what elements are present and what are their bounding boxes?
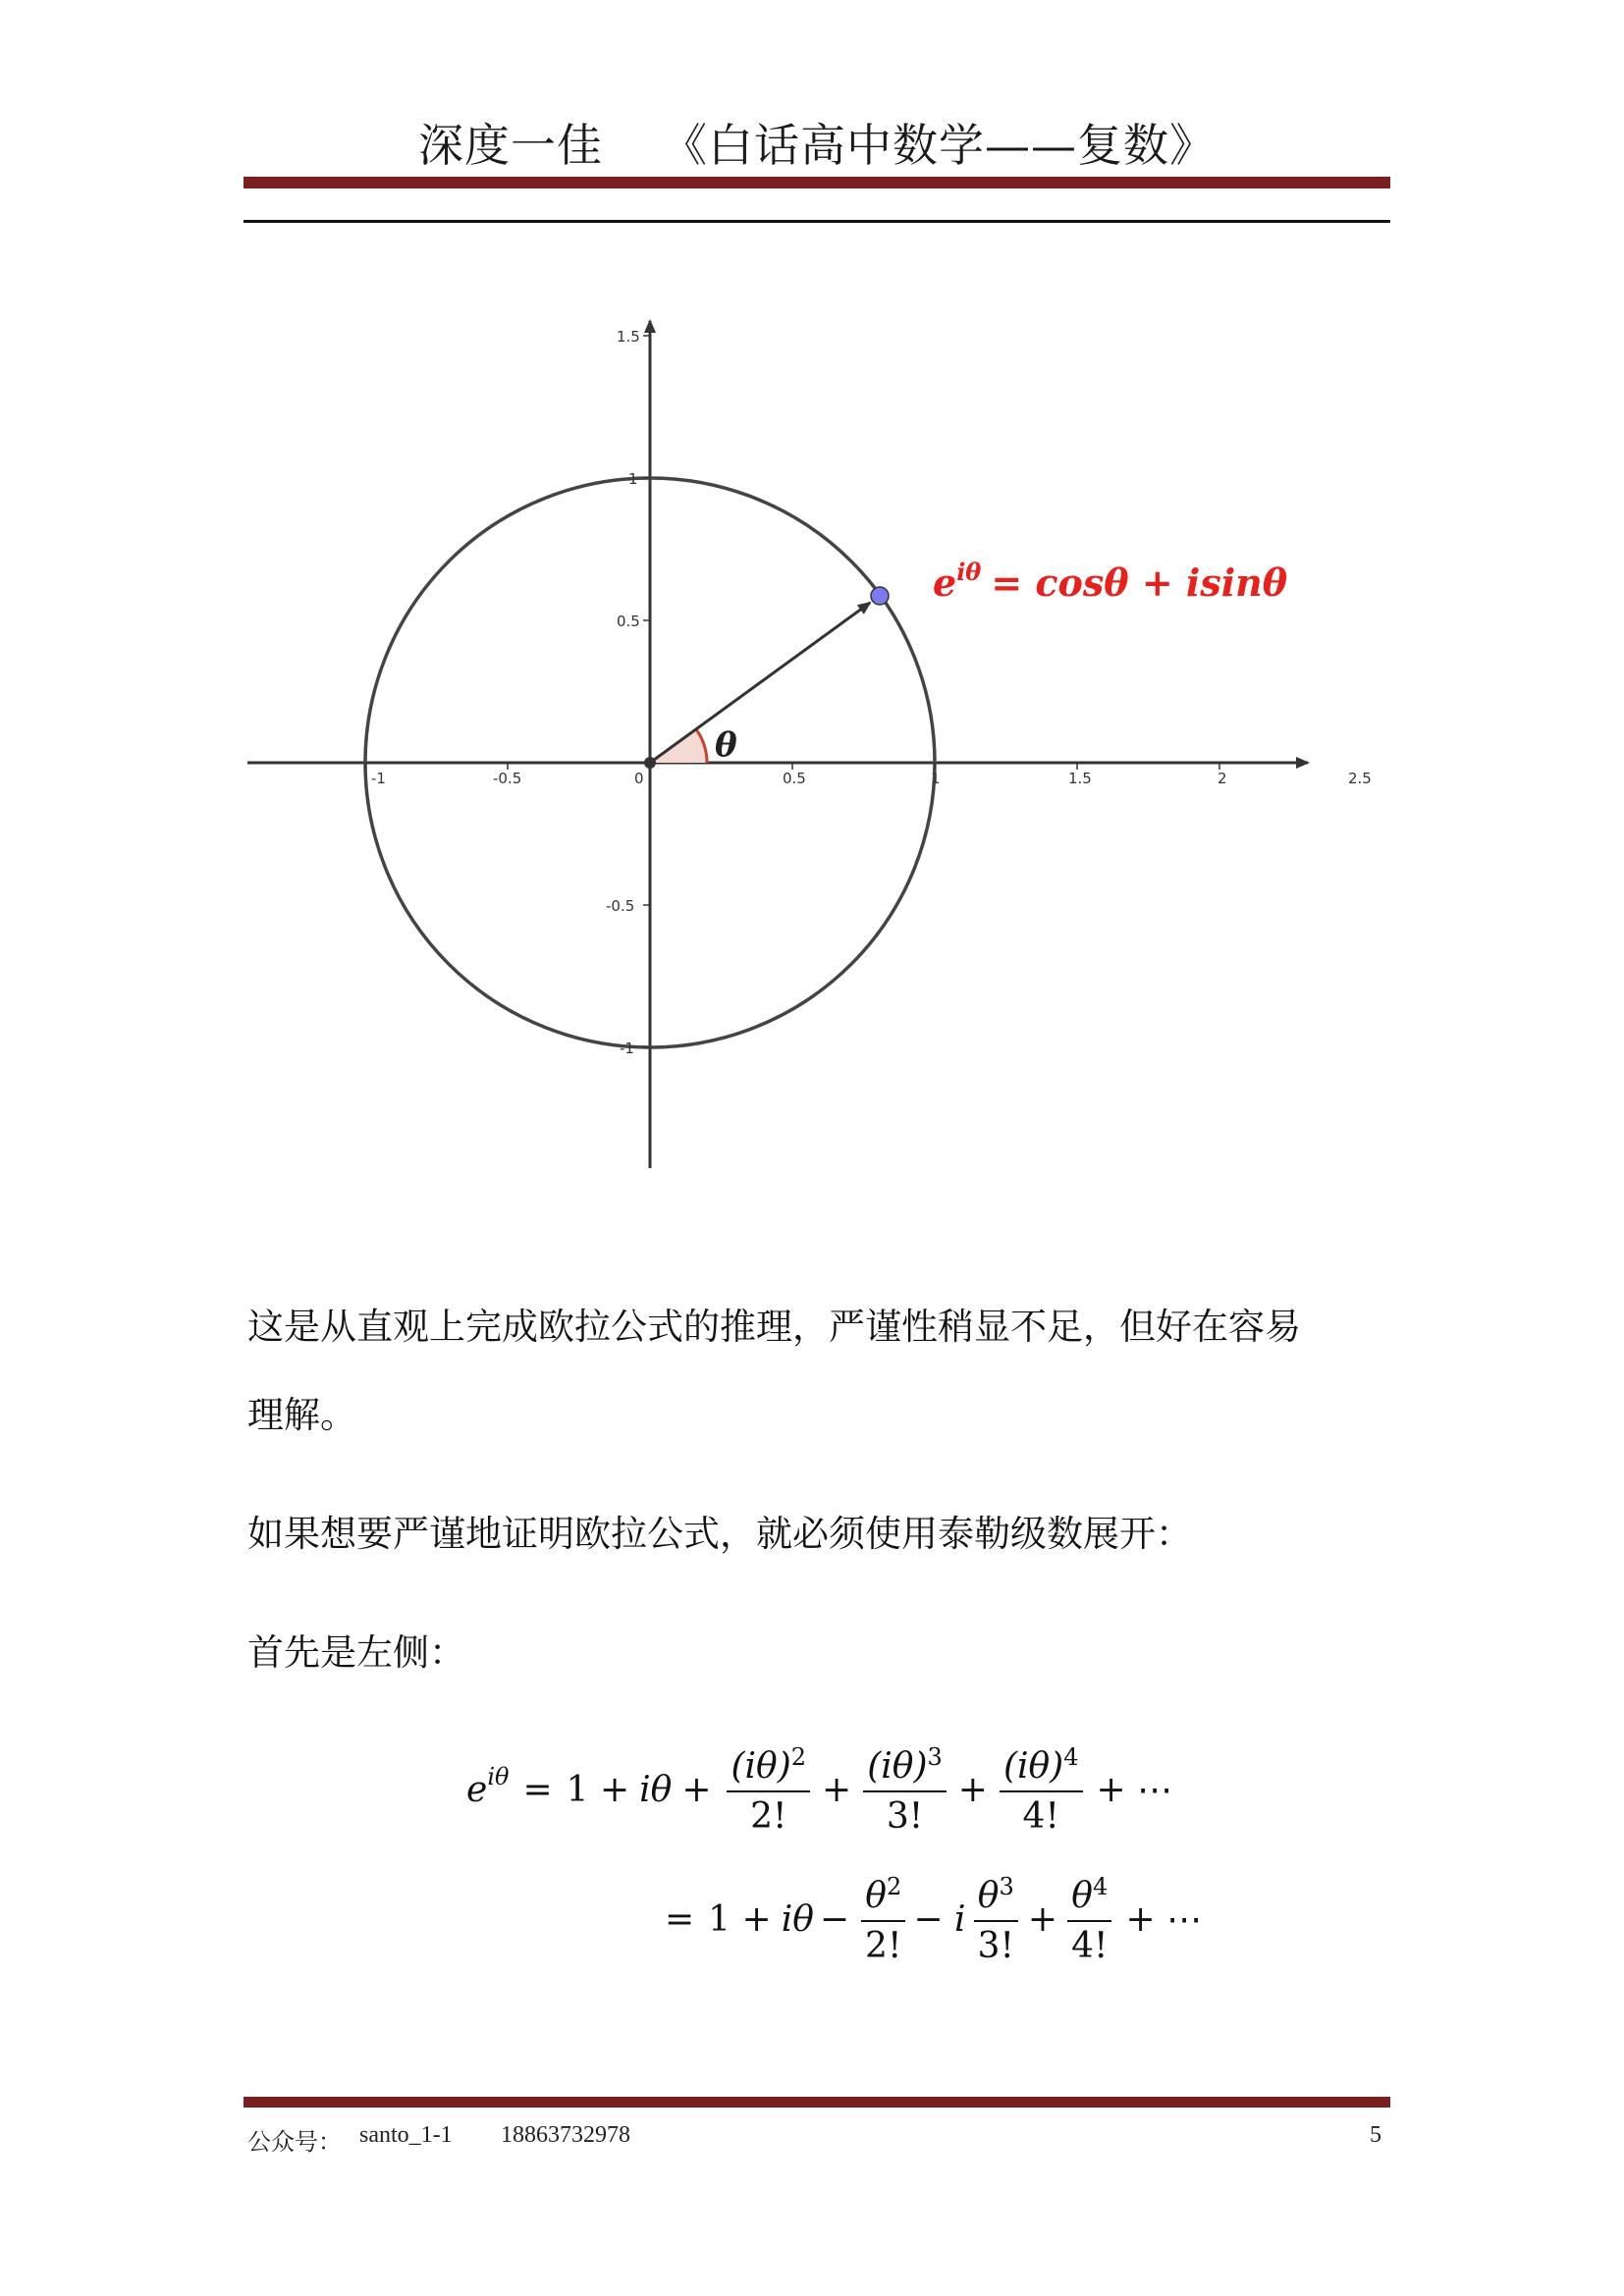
footer-thick-rule (244, 2097, 1390, 2108)
eq1-plus-a: + (681, 1770, 712, 1810)
page-header-title (244, 110, 1390, 175)
paragraph-intuition-line2: 理解。 (247, 1394, 356, 1436)
eq1-frac-3: $\frac{(i\theta)^3}{3!}$ (863, 1743, 947, 1837)
paragraph-left-side: 首先是左侧： (247, 1631, 465, 1674)
x-tick-label: 2 (1218, 770, 1227, 787)
footer-page-number: 5 (1370, 2122, 1381, 2148)
x-tick-label: 1 (931, 770, 941, 787)
eq1-term1: iθ (639, 1770, 673, 1810)
footer-phone: 18863732978 (501, 2122, 630, 2148)
x-tick-label: 1.5 (1068, 770, 1092, 787)
eq2-plus: + (1027, 1899, 1058, 1940)
euler-formula-label (933, 558, 1288, 605)
theta-angle-label: θ (715, 725, 737, 765)
equation-line-1 (466, 1743, 1172, 1837)
eq1-tail: + ⋯ (1096, 1770, 1173, 1810)
x-tick-label: -1 (371, 770, 386, 787)
paragraph-intuition-line1: 这是从直观上完成欧拉公式的推理，严谨性稍显不足，但好在容易 (247, 1306, 1301, 1348)
eq2-frac-3: $\frac{\theta^3}{3!}$ (974, 1873, 1018, 1966)
formula-rhs: = cosθ + isinθ (991, 561, 1288, 605)
formula-exponent: iθ (956, 558, 982, 586)
eq2-minus: − (819, 1899, 850, 1940)
eq2-frac-2: $\frac{\theta^2}{2!}$ (861, 1873, 905, 1966)
x-tick-label: -0.5 (493, 770, 522, 787)
header-thin-rule (244, 220, 1390, 223)
eq2-term1: iθ (781, 1899, 814, 1940)
eq2-tail: + ⋯ (1125, 1899, 1203, 1940)
paragraph-taylor-intro: 如果想要严谨地证明欧拉公式，就必须使用泰勒级数展开： (247, 1513, 1192, 1555)
equation-line-2 (665, 1873, 1202, 1966)
y-tick-label: 1 (628, 470, 638, 488)
y-tick-label: 0.5 (617, 613, 640, 630)
x-tick-label: 2.5 (1348, 770, 1372, 787)
eq2-equals: = (665, 1899, 695, 1940)
eq1-plus-c: + (957, 1770, 988, 1810)
y-tick-label: -1 (620, 1040, 634, 1057)
eq1-term0: 1 + (566, 1770, 630, 1810)
eq2-term0: 1 + (708, 1899, 772, 1940)
footer-account-id: santo_1-1 (359, 2122, 453, 2148)
x-tick-label: 0 (634, 770, 644, 787)
eq1-lhs-exp: iθ (487, 1762, 510, 1790)
unit-circle-figure (236, 304, 1394, 1188)
origin-point (644, 757, 656, 769)
eq2-minus-i: − i (913, 1899, 966, 1940)
eq2-frac-4: $\frac{\theta^4}{4!}$ (1067, 1873, 1111, 1966)
eq1-frac-4: $\frac{(i\theta)^4}{4!}$ (1000, 1743, 1083, 1837)
formula-base: e (933, 561, 957, 605)
eq1-plus-b: + (822, 1770, 852, 1810)
eq1-lhs-base: e (466, 1770, 488, 1810)
x-tick-label: 0.5 (783, 770, 806, 787)
y-tick-label: 1.5 (617, 328, 640, 346)
unit-vector (650, 603, 870, 763)
header-author: 深度一佳 (418, 119, 603, 172)
y-tick-label: -0.5 (606, 897, 635, 915)
footer-account-label: 公众号： (247, 2130, 342, 2156)
header-book-title: 《白话高中数学——复数》 (662, 119, 1216, 172)
eq1-frac-2: $\frac{(i\theta)^2}{2!}$ (727, 1743, 810, 1837)
point-on-circle (871, 587, 889, 605)
header-thick-rule (244, 177, 1390, 188)
eq1-equals: = (522, 1770, 553, 1810)
